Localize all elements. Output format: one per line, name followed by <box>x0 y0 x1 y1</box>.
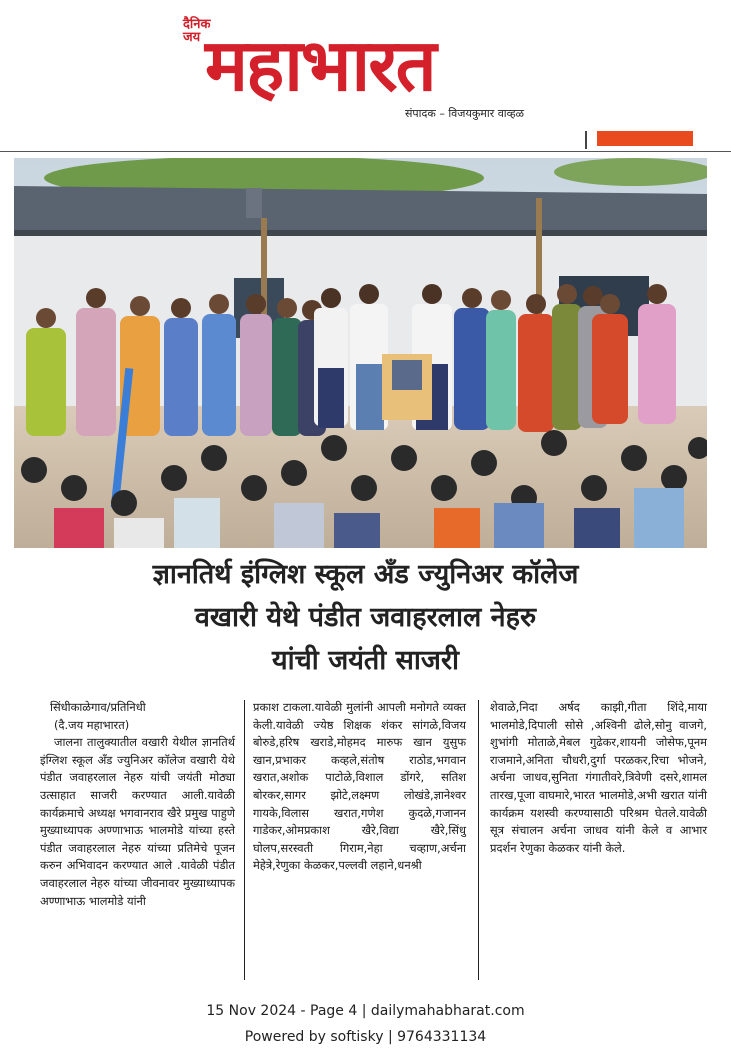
masthead-tagline-bottom: जय <box>183 30 201 45</box>
column-divider <box>478 700 479 980</box>
article-column-3 <box>490 699 707 857</box>
header-divider <box>585 131 587 149</box>
article-byline: सिंधीकाळेगाव/प्रतिनिधी <box>50 700 146 714</box>
event-photo <box>14 158 707 548</box>
article-source: (दै.जय महाभारत) <box>54 717 130 732</box>
masthead-logo: महाभारत <box>205 23 435 107</box>
article-column-2 <box>253 699 466 875</box>
article-body-col3: शेवाळे,निदा अर्षद काझी,गीता शिंदे,माया भालमोडे,दिपाली सोसे ,अश्विनी ढोले,सोनु वाजगे, शुभांगी मोताळे,मेबल गुढेकर,शायनी जोसेफ,पूनम राजमाने,अनिता चौधरी,दुर्गा परळकर,रिचा भोजने, अर्चना जाधव,सुनिता गंगातीवरे,त्रिवेणी दसरे,शामल तारख,पूजा वाघमारे,भारत भालमोडे,अभी खरात यांनी कार्यक्रम यशस्वी करण्यासाठी परिश्रम घेतले.यावेळी सूत्र संचालन अर्चना जाधव यांनी केले व आभार प्रदर्शन रेणुका केळकर यांनी केले. <box>490 700 707 855</box>
masthead <box>0 0 731 150</box>
masthead-tagline-top: दैनिक <box>183 17 211 32</box>
article-body-col1: जालना तालुक्यातील वखारी येथील ज्ञानतिर्थ इंग्लिश स्कूल अँड ज्युनिअर कॉलेज वखारी येथे पंडीत जवाहरलाल नेहरु यांची जयंती मोठ्या उत्साहात साजरी करण्यात आली.यावेळी कार्यक्रमाचे अध्यक्ष भगवानराव खैरे प्रमुख पाहुणे मुख्याध्यापक अण्णाभाऊ भालमोडे यांच्या हस्ते पंडीत जवाहरलाल नेहरु यांच्या प्रतिमेचे पूजन करुन अभिवादन करण्यात आले .यावेळी पंडीत जवाहरलाल नेहरु यांच्या जीवनावर मुख्याध्यापक अण्णाभाऊ भालमोडे यांनी <box>40 735 235 908</box>
headline-line: यांची जयंती साजरी <box>272 645 459 676</box>
editor-credit: संपादक – विजयकुमार वाव्हळ <box>405 107 525 120</box>
headline-line: ज्ञानतिर्थ इंग्लिश स्कूल अँड ज्युनिअर कॉलेज <box>152 559 579 590</box>
header-accent-bar <box>597 131 693 146</box>
column-divider <box>244 700 245 980</box>
footer-date-page: 15 Nov 2024 - Page 4 | dailymahabharat.com <box>206 1003 525 1019</box>
headline-line: वखारी येथे पंडीत जवाहरलाल नेहरु <box>194 602 537 633</box>
masthead-rule <box>0 151 731 152</box>
article-column-1 <box>40 699 235 910</box>
article-body-col2: प्रकाश टाकला.यावेळी मुलांनी आपली मनोगते व्यक्त केली.यावेळी ज्येष्ठ शिक्षक शंकर सांगळे,विजय बोरुडे,हरिष खराडे,मोहमद मारुफ खान युसुफ खान,प्रभाकर कव्हले,संतोष राठोड,भगवान खरात,अशोक पाटोळे,विशाल डोंगरे, सतिश बोरकर,सागर झोटे,लक्ष्मण लोखंडे,ज्ञानेश्वर गायके,विलास खरात,गणेश कुदळे,गजानन गाडेकर,ओमप्रकाश खैरे,विद्या खैरे,सिंधु घोलप,सरस्वती गिराम,नेहा चव्हाण,अर्चना मेहेत्रे,रेणुका केळकर,पल्लवी लहाने,धनश्री <box>253 700 466 873</box>
article-headline <box>20 553 711 682</box>
footer-credit: Powered by softisky | 9764331134 <box>244 1029 487 1045</box>
